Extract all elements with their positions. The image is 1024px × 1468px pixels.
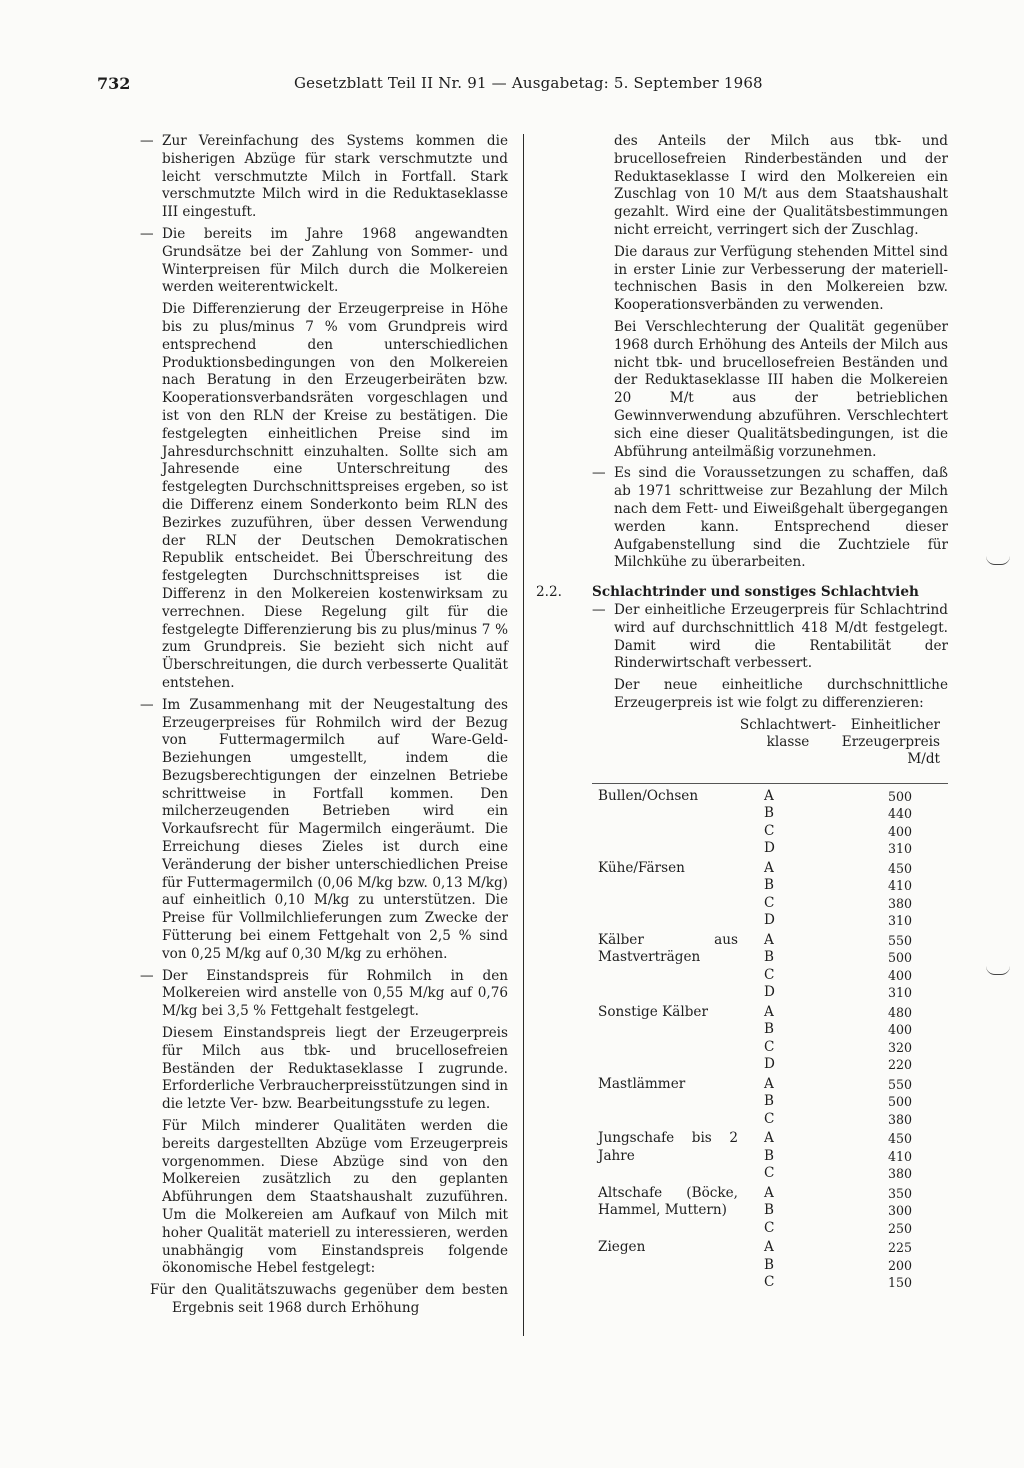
- table-row: [592, 1274, 948, 1292]
- table-row: [592, 912, 948, 930]
- price-cell: 500: [887, 1094, 912, 1110]
- price-cell: 150: [887, 1275, 912, 1291]
- class-cell: A: [764, 859, 774, 876]
- price-cell: 200: [887, 1257, 912, 1273]
- price-cell: 450: [887, 860, 912, 876]
- table-row: [592, 1257, 948, 1275]
- table-row: [592, 1039, 948, 1057]
- table-group: [592, 1185, 948, 1238]
- table-row: [592, 860, 948, 878]
- class-cell: B: [764, 805, 774, 822]
- class-cell: D: [764, 1056, 775, 1073]
- table-row: [592, 1076, 948, 1094]
- paragraph: — Der einheitliche Erzeugerpreis für Schlachtrind wird auf durchschnittlich 418 M/dt festgelegt. Damit wird die Rentabilität der Rinderwirtschaft verbessert.: [592, 601, 948, 672]
- dash-bullet: —: [592, 601, 606, 618]
- price-cell: 380: [887, 895, 912, 911]
- class-cell: C: [764, 894, 775, 911]
- dash-bullet: —: [140, 133, 154, 149]
- price-cell: 380: [887, 1111, 912, 1127]
- price-cell: 410: [887, 878, 912, 894]
- price-cell: 380: [887, 1166, 912, 1182]
- class-cell: C: [764, 1038, 775, 1055]
- paragraph: Der neue einheitliche durchschnittliche Erzeugerpreis ist wie folgt zu differenzieren:: [614, 677, 948, 711]
- table-rule: [592, 783, 948, 784]
- paragraph: Die Differenzierung der Erzeugerpreise in Höhe bis zu plus/minus 7 % vom Grundpreis wird entsprechend den unterschiedlichen Produktionsbedingungen von den Molkereien nach Beratung in den Erzeugerbeiräten bzw. Kooperationsverbandsräten vorgeschlagen und ist von den RLN der Kreise zu bestätigen. Die festgelegten einheitlichen Preise sind im Jahresdurchschnitt einzuhalten. Sollte sich am Jahresende eine Unterschreitung des festgelegten Durchschnittspreises ergeben, so ist die Differenz einem Sonderkonto beim RLN des Bezirkes zuzuführen, über dessen Verwendung der RLN der Deutschen Demokratischen Republik entscheidet. Bei Überschreitung des festgelegten Durchschnittspreises ist die Differenz in den Molkereien kostenwirksam zu verrechnen. Diese Regelung gilt für die festgelegte Differenzierung bis zu plus/minus 7 % zum Grundpreis. Sie bezieht sich nicht auf Überschreitungen, die durch verbesserte Qualität entstehen.: [162, 301, 508, 691]
- paragraph: — Die bereits im Jahre 1968 angewandten Grundsätze bei der Zahlung von Sommer- und Winterpreisen für Milch durch die Molkereien werden weiterentwickelt.: [140, 225, 508, 296]
- table-row: [592, 1021, 948, 1039]
- class-cell: B: [764, 1021, 774, 1038]
- price-cell: 400: [887, 967, 912, 983]
- dash-bullet: —: [140, 225, 154, 242]
- dash-bullet: —: [592, 465, 606, 482]
- table-header: [592, 717, 948, 775]
- table-row: [592, 1220, 948, 1238]
- column-divider: [523, 134, 524, 1336]
- class-cell: C: [764, 1110, 775, 1127]
- price-cell: 220: [887, 1057, 912, 1073]
- margin-mark: [986, 966, 1010, 975]
- price-cell: 440: [887, 806, 912, 822]
- table-row: [592, 949, 948, 967]
- price-cell: 250: [887, 1220, 912, 1236]
- price-cell: 310: [887, 985, 912, 1001]
- price-cell: 320: [887, 1039, 912, 1055]
- class-cell: C: [764, 1274, 775, 1291]
- class-cell: B: [764, 1202, 774, 1219]
- price-cell: 300: [887, 1203, 912, 1219]
- category-name: Kälber aus Mastverträgen: [598, 931, 738, 966]
- price-cell: 450: [887, 1131, 912, 1147]
- table-row: [592, 932, 948, 950]
- class-cell: A: [764, 1184, 774, 1201]
- table-row: [592, 877, 948, 895]
- class-cell: B: [764, 1147, 774, 1164]
- right-column: [536, 133, 948, 1294]
- table-row: [592, 1093, 948, 1111]
- paragraph: des Anteils der Milch aus tbk- und brucellosefreien Rinderbeständen und der Reduktaseklasse I wird den Molkereien ein Zuschlag von 10 M/t aus dem Staatshaushalt gezahlt. Wird eine der Qualitätsbestimmungen nicht erreicht, verringert sich der Zuschlag.: [614, 133, 948, 238]
- table-group: [592, 1239, 948, 1292]
- table-row: [592, 788, 948, 806]
- category-name: Kühe/Färsen: [598, 859, 685, 876]
- class-cell: A: [764, 1130, 774, 1147]
- paragraph: — Der Einstandspreis für Rohmilch in den Molkereien wird anstelle von 0,55 M/kg auf 0,76 M/kg bei 3,5 % Fettgehalt festgelegt.: [140, 967, 508, 1020]
- section-heading: [536, 584, 948, 602]
- class-cell: D: [764, 912, 775, 929]
- price-cell: 480: [887, 1004, 912, 1020]
- category-name: Jungschafe bis 2 Jahre: [598, 1130, 738, 1164]
- price-cell: 410: [887, 1148, 912, 1164]
- class-cell: B: [764, 1093, 774, 1110]
- price-cell: 550: [887, 1076, 912, 1092]
- gazette-title: Gesetzblatt Teil II Nr. 91 — Ausgabetag: 5. September 1968: [294, 74, 763, 92]
- table-group: [592, 1004, 948, 1074]
- category-name: Bullen/Ochsen: [598, 787, 699, 804]
- table-row: [592, 1148, 948, 1166]
- class-cell: C: [764, 966, 775, 983]
- table-row: [592, 895, 948, 913]
- class-cell: C: [764, 1165, 775, 1182]
- class-cell: B: [764, 1256, 774, 1273]
- table-row: [592, 1130, 948, 1148]
- class-cell: A: [764, 931, 774, 948]
- price-cell: 550: [887, 932, 912, 948]
- price-cell: 500: [887, 950, 912, 966]
- page-number: 732: [97, 74, 131, 93]
- table-body: [592, 788, 948, 1292]
- paragraph: Bei Verschlechterung der Qualität gegenüber 1968 durch Erhöhung des Anteils der Milch aus nicht tbk- und brucellosefreien Beständen und der Reduktaseklasse III haben die Molkereien 20 M/t aus der betrieblichen Gewinnverwendung abzuführen. Verschlechtert sich eine dieser Qualitätsbedingungen, ist die Abführung anteilmäßig vorzunehmen.: [614, 318, 948, 460]
- paragraph: Diesem Einstandspreis liegt der Erzeugerpreis für Milch aus tbk- und brucellosefreien Beständen der Reduktaseklasse I zugrunde. Erforderliche Verbraucherpreisstützungen sind in die letzte Ver- bzw. Bearbeitungsstufe zu legen.: [162, 1025, 508, 1113]
- column-header-class: Schlachtwert-klasse: [739, 716, 837, 750]
- price-cell: 500: [887, 788, 912, 804]
- class-cell: A: [764, 1075, 774, 1092]
- table-row: [592, 1165, 948, 1183]
- class-cell: C: [764, 1219, 775, 1236]
- table-group: [592, 1130, 948, 1183]
- table-group: [592, 788, 948, 858]
- column-header-price: Einheitlicher Erzeugerpreis M/dt: [841, 716, 940, 767]
- class-cell: C: [764, 822, 775, 839]
- class-cell: A: [764, 1003, 774, 1020]
- price-cell: 310: [887, 841, 912, 857]
- paragraph: — Zur Vereinfachung des Systems kommen die bisherigen Abzüge für stark verschmutzte und leicht verschmutzte Milch in Fortfall. Stark verschmutzte Milch wird in die Reduktaseklasse III eingestuft.: [140, 133, 508, 221]
- price-cell: 225: [887, 1240, 912, 1256]
- table-group: [592, 860, 948, 930]
- section-title: Schlachtrinder und sonstiges Schlachtvieh: [592, 584, 919, 601]
- paragraph: Für Milch minderer Qualitäten werden die bereits dargestellten Abzüge vom Erzeugerpreis vorgenommen. Diese Abzüge sind von den Molkereien zusätzlich zu den geplanten Abführungen dem Staatshaushalt zuzuführen. Um die Molkereien am Aufkauf von Milch mit hoher Qualität materiell zu interessieren, werden unabhängig vom Einstandspreis folgende ökonomische Hebel festgelegt:: [162, 1118, 508, 1277]
- paragraph: Für den Qualitätszuwachs gegenüber dem besten Ergebnis seit 1968 durch Erhöhung: [150, 1282, 508, 1316]
- table-row: [592, 1202, 948, 1220]
- class-cell: D: [764, 984, 775, 1001]
- paragraph: Die daraus zur Verfügung stehenden Mittel sind in erster Linie zur Verbesserung der materiell-technischen Basis in den Molkereien bzw. Kooperationsverbänden zu verwenden.: [614, 243, 948, 314]
- table-row: [592, 1239, 948, 1257]
- class-cell: A: [764, 787, 774, 804]
- section-number: 2.2.: [536, 584, 562, 601]
- category-name: Sonstige Kälber: [598, 1003, 708, 1020]
- price-cell: 310: [887, 913, 912, 929]
- price-cell: 350: [887, 1185, 912, 1201]
- table-row: [592, 805, 948, 823]
- table-row: [592, 1111, 948, 1129]
- category-name: Ziegen: [598, 1239, 646, 1256]
- price-table: [592, 717, 948, 1292]
- paragraph: — Es sind die Voraussetzungen zu schaffen, daß ab 1971 schrittweise zur Bezahlung der Milch nach dem Fett- und Eiweißgehalt übergegangen werden kann. Entsprechend dieser Aufgabenstellung sind die Zuchtziele für Milchkühe zu überarbeiten.: [592, 465, 948, 571]
- table-group: [592, 932, 948, 1002]
- dash-bullet: —: [140, 967, 154, 984]
- table-row: [592, 984, 948, 1002]
- price-cell: 400: [887, 1022, 912, 1038]
- table-row: [592, 967, 948, 985]
- table-row: [592, 1185, 948, 1203]
- table-group: [592, 1076, 948, 1129]
- dash-bullet: —: [140, 696, 154, 713]
- margin-mark: [986, 556, 1010, 565]
- class-cell: B: [764, 949, 774, 966]
- price-cell: 400: [887, 823, 912, 839]
- category-name: Mastlämmer: [598, 1075, 686, 1092]
- left-column: [140, 133, 508, 1322]
- table-row: [592, 1056, 948, 1074]
- class-cell: A: [764, 1239, 774, 1256]
- class-cell: D: [764, 840, 775, 857]
- table-row: [592, 823, 948, 841]
- paragraph: — Im Zusammenhang mit der Neugestaltung des Erzeugerpreises für Rohmilch wird der Bezug von Futtermagermilch auf Ware-Geld-Beziehungen umgestellt, indem die Bezugsberechtigungen der einzelnen Betriebe schrittweise in Fortfall kommen. Den milcherzeugenden Betrieben wird ein Vorkaufsrecht für Magermilch eingeräumt. Die Erreichung dieses Zieles ist durch eine Veränderung der bisher unterschiedlichen Preise für Futtermagermilch (0,06 M/kg bzw. 0,13 M/kg) auf einheitlich 0,10 M/kg zu unterstützen. Die Preise für Vollmilchlieferungen zum Zwecke der Fütterung bei einem Fettgehalt von 2,5 % sind von 0,25 M/kg auf 0,30 M/kg zu erhöhen.: [140, 696, 508, 962]
- class-cell: B: [764, 877, 774, 894]
- table-row: [592, 840, 948, 858]
- category-name: Altschafe (Böcke, Hammel, Muttern): [598, 1184, 738, 1219]
- page-header: [97, 74, 767, 96]
- table-row: [592, 1004, 948, 1022]
